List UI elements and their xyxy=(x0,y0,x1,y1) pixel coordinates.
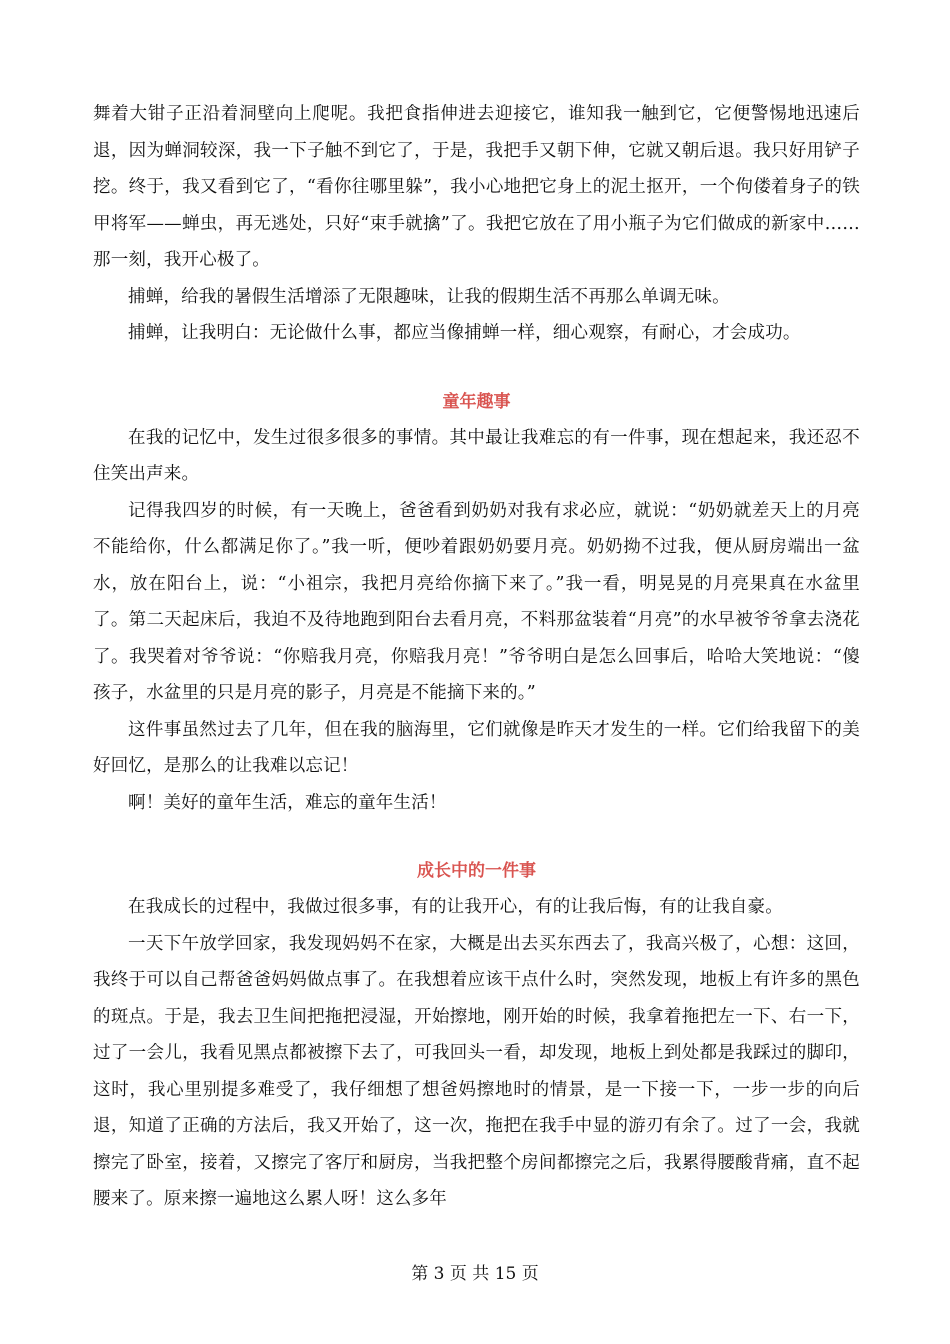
section-catching-cicadas xyxy=(93,96,860,352)
document-body xyxy=(93,96,860,1218)
paragraph: 捕蝉，让我明白：无论做什么事，都应当像捕蝉一样，细心观察，有耐心，才会成功。 xyxy=(128,323,801,343)
section-title: 成长中的一件事 xyxy=(417,861,536,881)
paragraph: 捕蝉，给我的暑假生活增添了无限趣味，让我的假期生活不再那么单调无味。 xyxy=(128,286,730,307)
paragraph: 在我的记忆中，发生过很多很多的事情。其中最让我难忘的有一件事，现在想起来，我还忍不住笑出声来。 xyxy=(93,427,860,484)
section-growing-up xyxy=(93,853,860,1218)
paragraph: 记得我四岁的时候，有一天晚上，爸爸看到奶奶对我有求必应，就说：“奶奶就差天上的月亮不能给你，什么都满足你了。”我一听，便吵着跟奶奶要月亮。奶奶拗不过我，便从厨房端出一盆水，放在阳台上，说：“小祖宗，我把月亮给你摘下来了。”我一看，明晃晃的月亮果真在水盆里了。第二天起床后，我迫不及待地跑到阳台去看月亮，不料那盆装着“月亮”的水早被爷爷拿去浇花了。我哭着对爷爷说：“你赔我月亮，你赔我月亮！”爷爷明白是怎么回事后，哈哈大笑地说：“傻孩子，水盆里的只是月亮的影子，月亮是不能摘下来的。” xyxy=(93,500,860,703)
section-gap xyxy=(93,352,860,384)
paragraph: 这件事虽然过去了几年，但在我的脑海里，它们就像是昨天才发生的一样。它们给我留下的美好回忆，是那么的让我难以忘记！ xyxy=(93,719,860,776)
paragraph: 在我成长的过程中，我做过很多事，有的让我开心，有的让我后悔，有的让我自豪。 xyxy=(128,897,783,917)
paragraph: 啊！美好的童年生活，难忘的童年生活！ xyxy=(128,792,447,813)
paragraph: 一天下午放学回家，我发现妈妈不在家，大概是出去买东西去了，我高兴极了，心想：这回，我终于可以自己帮爸爸妈妈做点事了。在我想着应该干点什么时，突然发现，地板上有许多的黑色的斑点。于是，我去卫生间把拖把浸湿，开始擦地，刚开始的时候，我拿着拖把左一下、右一下，过了一会儿，我看见黑点都被擦下去了，可我回头一看，却发现，地板上到处都是我踩过的脚印，这时，我心里别提多难受了，我仔细想了想爸妈擦地时的情景，是一下接一下，一步一步的向后退，知道了正确的方法后，我又开始了，这一次，拖把在我手中显的游刃有余了。过了一会，我就擦完了卧室，接着，又擦完了客厅和厨房，当我把整个房间都擦完之后，我累得腰酸背痛，直不起腰来了。原来擦一遍地这么累人呀！这么多年 xyxy=(93,933,860,1209)
section-gap xyxy=(93,821,860,853)
section-childhood-fun xyxy=(93,384,860,822)
page-number-footer: 第 3 页 共 15 页 xyxy=(411,1264,539,1284)
section-title: 童年趣事 xyxy=(442,391,511,412)
paragraph: 舞着大钳子正沿着洞壁向上爬呢。我把食指伸进去迎接它，谁知我一触到它，它便警惕地迅速后退，因为蝉洞较深，我一下子触不到它了，于是，我把手又朝下伸，它就又朝后退。我只好用铲子挖。终于，我又看到它了，“看你往哪里躲”，我小心地把它身上的泥土抠开，一个佝偻着身子的铁甲将军——蝉虫，再无逃处，只好“束手就擒”了。我把它放在了用小瓶子为它们做成的新家中……那一刻，我开心极了。 xyxy=(93,104,860,270)
